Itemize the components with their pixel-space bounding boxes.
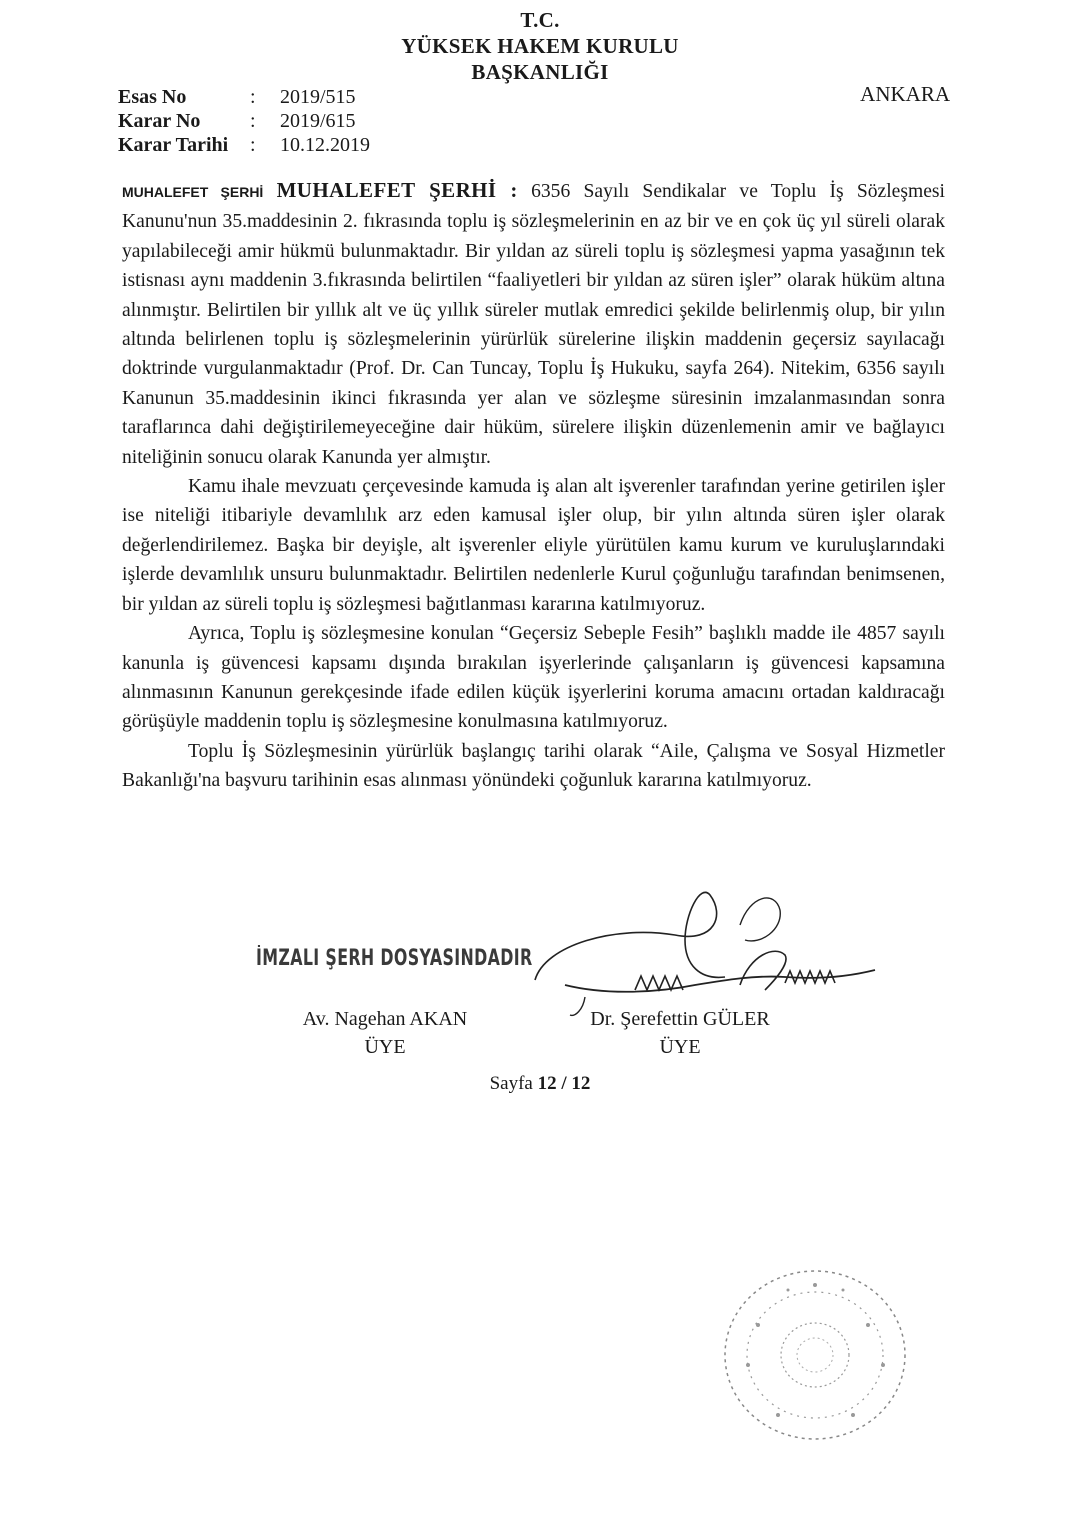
paragraph-2: Kamu ihale mevzuatı çerçevesinde kamuda iş alan alt işverenler tarafından yerine getirilen işler ise niteliği itibariyle devamlılık arz eden kamusal işler olup, bir yılın altında süren işler olarak değerlendirilemez. Başka bir deyişle, alt işverenler eliyle yürütülen kamu kurum ve kuruluşlarındaki işlerde devamlılık unsuru bulunmaktadır. Belirtilen nedenlerle Kurul çoğunluğu tarafından benimsenen, bir yıldan az süreli toplu iş sözleşmesi bağıtlanması kararına katılmıyoruz. [122,476,945,615]
city-label: ANKARA [860,82,950,106]
page-footer [0,1073,1080,1095]
signature-scribble [525,885,905,1025]
heading-small: MUHALEFET ŞERHİ [122,184,264,200]
document-body [122,176,945,796]
paragraph-4: Toplu İş Sözleşmesinin yürürlük başlangıç tarihi olarak “Aile, Çalışma ve Sosyal Hizmetler Bakanlığı'na başvuru tarihinin esas alınması yönündeki çoğunluk kararına katılmıyoruz. [122,740,945,792]
meta-value: 10.12.2019 [280,134,370,156]
signatory-title: ÜYE [659,1036,701,1058]
signed-dissent-stamp-note: İMZALI ŞERH DOSYASINDADIR [256,946,533,971]
header-institution: YÜKSEK HAKEM KURULU [401,34,679,58]
meta-karar-tarihi [118,134,370,157]
paragraph-3: Ayrıca, Toplu iş sözleşmesine konulan “Geçersiz Sebeple Fesih” başlıklı madde ile 4857 sayılı kanunla iş güvencesi kapsamı dışında bırakılan işyerlerinde çalışanların iş güvencesi kapsamına alınmasının Kanunun gerekçesinde ifade edilen küçük işyerlerini koruma amacını ortadan kaldıracağı görüşüyle maddenin toplu iş sözleşmesine konulmasına katılmıyoruz. [122,623,945,733]
heading-big: MUHALEFET ŞERHİ : [276,178,518,202]
meta-label: Esas No [118,86,187,108]
meta-label: Karar No [118,110,201,132]
signatory-name: Av. Nagehan AKAN [302,1008,468,1030]
meta-karar-no [118,110,356,133]
official-seal [718,1265,913,1445]
meta-sep: : [250,134,256,156]
signature-block-2 [560,1005,800,1061]
signature-block-1 [270,1005,500,1061]
meta-esas-no [118,86,356,109]
meta-value: 2019/515 [280,86,356,108]
paragraph-1-text: 6356 Sayılı Sendikalar ve Toplu İş Sözleşmesi Kanunu'nun 35.maddesinin 2. fıkrasında toplu iş sözleşmelerinin en az bir ve en çok üç yıl süreli olarak yapılabileceği amir hükmü bulunmaktadır. Bir yıldan az süreli toplu iş sözleşmesi yapma yasağının tek istisnası aynı maddenin 3.fıkrasında belirtilen “faaliyetleri bir yıldan az süren işler” olarak hüküm altına alınmıştır. Belirtilen bir yıllık alt ve üç yıllık süreler mutlak emredici şekilde belirlenmiş olup, bir yılın altında belirlenen toplu iş sözleşmelerinin yürürlük sürelerine ilişkin maddenin geçersiz sayılacağı doktrinde vurgulanmaktadır (Prof. Dr. Can Tuncay, Toplu İş Hukuku, sayfa 264). Nitekim, 6356 sayılı Kanunun 35.maddesinin ikinci fıkrasında yer alan ve sözleşme süresinin imzalanmasından sonra taraflarınca dahi değiştirilemeyeceğine dair hüküm, sürelere ilişkin düzenlemenin amir ve bağlayıcı niteliğinin sonucu olarak Kanunda yer almıştır. [122,181,945,468]
meta-value: 2019/615 [280,110,356,132]
footer-prefix: Sayfa [489,1073,533,1094]
signatory-name: Dr. Şerefettin GÜLER [590,1008,770,1030]
header-presidency: BAŞKANLIĞI [471,60,609,84]
signatory-title: ÜYE [364,1036,406,1058]
header-tc: T.C. [520,8,560,32]
paragraph-1 [122,176,945,472]
meta-sep: : [250,110,256,132]
meta-sep: : [250,86,256,108]
page-number: 12 / 12 [537,1073,591,1094]
meta-label: Karar Tarihi [118,134,229,156]
